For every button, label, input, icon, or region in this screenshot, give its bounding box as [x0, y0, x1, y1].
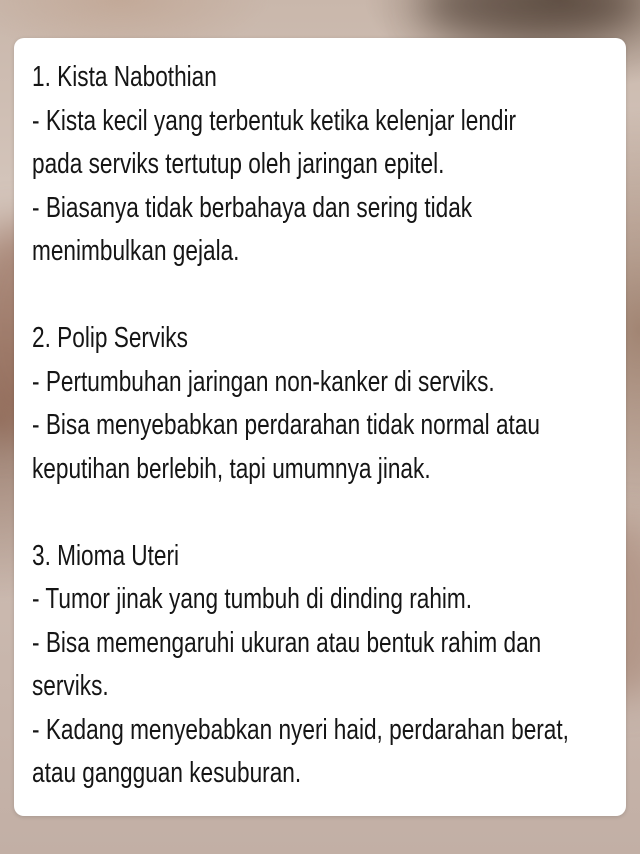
section-line: pada serviks tertutup oleh jaringan epitel. — [32, 148, 445, 180]
text-card — [14, 38, 626, 816]
section-line: atau gangguan kesuburan. — [32, 757, 302, 789]
background-blur — [420, 0, 640, 40]
section-title: 3. Mioma Uteri — [32, 539, 180, 572]
section-title: 1. Kista Nabothian — [32, 61, 217, 93]
section-line: menimbulkan gejala. — [32, 235, 240, 267]
section-line: - Tumor jinak yang tumbuh di dinding rahim. — [32, 583, 473, 615]
section-line: - Kista kecil yang terbentuk ketika kelenjar lendir — [32, 104, 517, 137]
section-line: - Bisa menyebabkan perdarahan tidak normal atau — [32, 409, 541, 441]
section-line: - Kadang menyebabkan nyeri haid, perdarahan berat, — [32, 713, 569, 746]
section-line: - Biasanya tidak berbahaya dan sering tidak — [32, 191, 473, 224]
section-kista-nabothian — [32, 56, 605, 274]
section-line: - Bisa memengaruhi ukuran atau bentuk rahim dan — [32, 626, 542, 659]
section-polip-serviks — [32, 317, 605, 491]
section-mioma-uteri — [32, 535, 605, 796]
card-content — [32, 56, 605, 796]
section-line: serviks. — [32, 670, 109, 702]
section-line: keputihan berlebih, tapi umumnya jinak. — [32, 452, 431, 485]
section-title: 2. Polip Serviks — [32, 322, 188, 354]
section-line: - Pertumbuhan jaringan non-kanker di serviks. — [32, 365, 495, 398]
